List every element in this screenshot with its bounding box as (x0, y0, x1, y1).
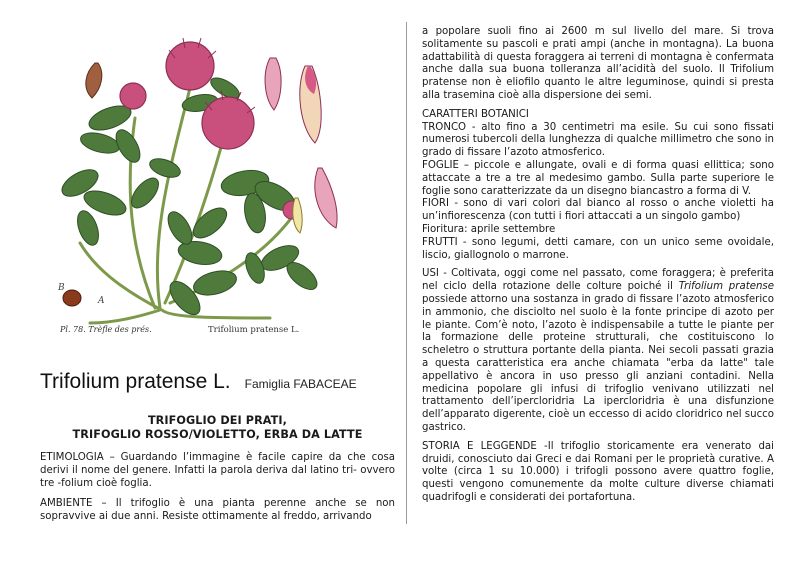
ambiente-paragraph-start: AMBIENTE – Il trifoglio è una pianta perenne anche se non sopravvive ai due anni. Resiste ottimamente al freddo, arrivando (40, 498, 395, 523)
usi-paragraph (422, 268, 774, 434)
plate-caption-right: Trifolium pratense L. (208, 325, 300, 335)
caratteri-botanici-heading: CARATTERI BOTANICI (422, 108, 529, 120)
etimologia-paragraph: ETIMOLOGIA – Guardando l’immagine è facile capire da che cosa derivi il nome del genere. Infatti la parola deriva dal latino tri- ovvero tre -folium cioè foglia. (40, 452, 395, 489)
usi-text-start: USI - Coltivata, oggi come nel passato, come foraggera; è preferita nel ciclo della rotazione delle colture poiché il (422, 268, 774, 293)
seed-figure (63, 290, 81, 306)
frutti-paragraph: FRUTTI - sono legumi, detti camare, con un unico seme ovoidale, liscio, giallognolo o marrone. (422, 236, 774, 261)
right-column (422, 26, 774, 511)
botanical-illustration (40, 18, 340, 336)
trifolium-plate-image (40, 18, 340, 336)
tronco-paragraph: TRONCO - alto fino a 30 centimetri ma esile. Su cui sono fissati numerosi tubercoli della lunghezza di qualche millimetro che sono in grado di fissare l’azoto atmosferico. (422, 121, 774, 159)
usi-text-end: possiede attorno una sostanza in grado di fissare l’azoto atmosferico in ammonio, che disciolto nel suolo è la fonte principe di azoto per le piante. Com’è noto, l’azoto è indispensabile a tutte le piante per la formazione delle proteine strutturali, che costituiscono lo scheletro o struttura portante della pianta. Nei secoli passati grazia a questa caratteristica era anche chiamata "erba da latte" tale appellativo è ancora in uso presso gli anziani contadini. Nella medicina popolare gli infusi di trifoglio venivano utilizzati nel trattamento dell’ipercloridria La ipercloridria è una disfunzione dell’apparato digerente, cioè un eccesso di acido cloridrico nel succo gastrico. (422, 293, 774, 433)
common-names-line-1: TRIFOGLIO DEI PRATI, (147, 414, 288, 427)
usi-species-italic: Trifolium pratense (678, 281, 774, 293)
plate-caption-left: Pl. 78. Trèfle des prés. (60, 325, 152, 334)
left-column (40, 18, 395, 524)
fiori-paragraph: FIORI - sono di vari colori dal bianco al rosso o anche violetti ha un’infiorescenza (con tutti i fiori attaccati a un singolo gambo) (422, 198, 774, 223)
figure-letter-a: A (98, 296, 105, 306)
figure-letter-b: B (58, 283, 65, 293)
common-names (40, 414, 395, 442)
leaves (58, 74, 322, 320)
column-divider (406, 22, 407, 524)
storia-leggende-paragraph: STORIA E LEGGENDE -Il trifoglio storicamente era venerato dai druidi, conosciuto dai Greci e dai Romani per le proprietà curative. A volte (circa 1 su 10.000) i trifogli possono avere quattro foglie, questi vengono comunemente da molte culture diverse chiamati quadrifogli e considerati dei portafortuna. (422, 440, 774, 503)
foglie-paragraph: FOGLIE – piccole e allungate, ovali e di forma quasi ellittica; sono attaccate a tre a tre al medesimo gambo. Sulla parte superiore le foglie sono caratterizzate da un disegno biancastro a forma di V. (422, 159, 774, 197)
family-name: Famiglia FABACEAE (244, 377, 357, 391)
species-title-row (40, 370, 395, 394)
fioritura-line: Fioritura: aprile settembre (422, 223, 556, 235)
common-names-line-2: TRIFOGLIO ROSSO/VIOLETTO, ERBA DA LATTE (72, 428, 363, 441)
ambiente-paragraph-continued: a popolare suoli fino ai 2600 m sul livello del mare. Si trova solitamente su pascoli e prati ampi (anche in montagna). La buona adattabilità di questa foraggera ai terreni di montagna è confermata anche dalla sua buona tolleranza all’acidità del suolo. Il Trifolium pratense non è eliofilo quanto le altre leguminose, quindi si presta alla trasemina cioè alla dispersione dei semi. (422, 26, 774, 101)
scientific-name: Trifolium pratense L. (40, 370, 231, 393)
